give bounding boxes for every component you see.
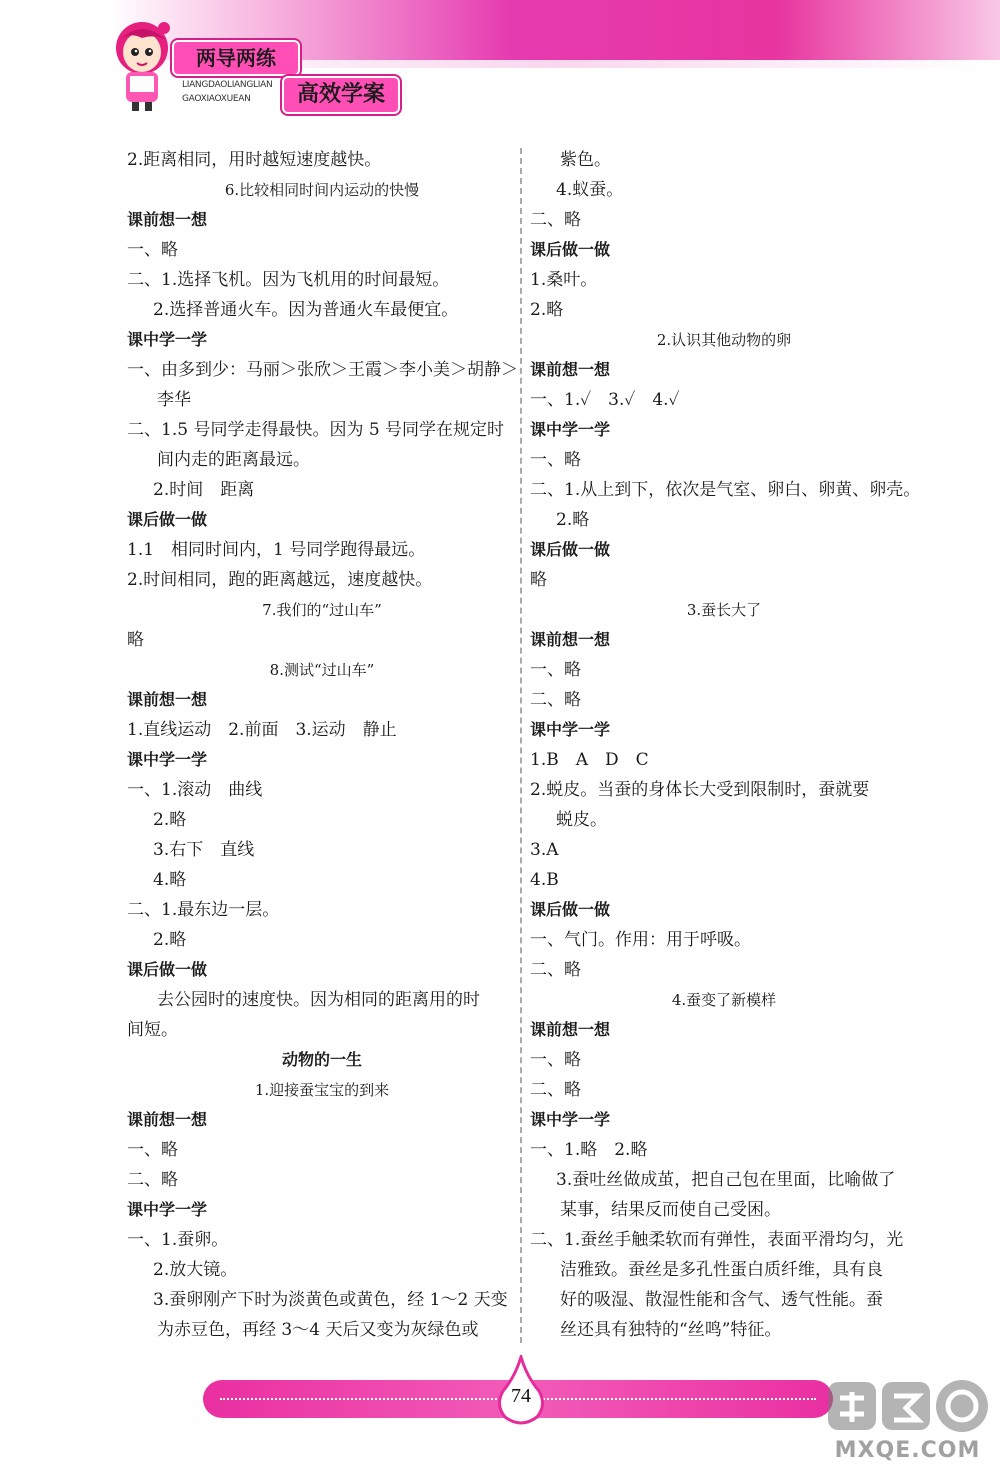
answer-line: 蜕皮。: [556, 810, 607, 830]
answer-line: 3.右下 直线: [153, 840, 255, 860]
lesson-title: 2.认识其他动物的卵: [656, 331, 792, 349]
answer-line: 二、略: [530, 1080, 581, 1100]
answer-line: 间短。: [127, 1020, 178, 1040]
answer-line: 3.蚕吐丝做成茧，把自己包在里面，比喻做了: [556, 1170, 896, 1190]
answer-line: 4.蚁蚕。: [556, 180, 624, 200]
section-heading: 课前想一想: [127, 1110, 208, 1129]
section-heading: 课前想一想: [530, 360, 611, 379]
answer-line: 二、1.最东边一层。: [127, 900, 280, 920]
watermark-url: MXQE.COM: [834, 1438, 981, 1463]
left-column: [127, 145, 517, 1345]
answer-line: 一、略: [530, 1050, 581, 1070]
answer-line: 2.略: [153, 810, 187, 830]
lesson-title: 7.我们的“过山车”: [262, 601, 382, 619]
section-heading: 课前想一想: [530, 630, 611, 649]
answer-line: 紫色。: [560, 150, 611, 170]
answer-line: 2.时间相同，跑的距离越远，速度越快。: [127, 570, 433, 590]
answer-line: 李华: [157, 390, 191, 410]
lesson-title: 1.迎接蚕宝宝的到来: [254, 1081, 390, 1099]
answer-line: 1.桑叶。: [530, 270, 598, 290]
answer-line: 3.A: [530, 840, 559, 860]
section-heading: 课后做一做: [530, 900, 611, 919]
answer-line: 略: [530, 570, 547, 590]
section-heading: 课中学一学: [127, 1200, 208, 1219]
answer-line: 2.蜕皮。当蚕的身体长大受到限制时，蚕就要: [530, 780, 870, 800]
section-heading: 课后做一做: [530, 540, 611, 559]
subtitle-badge: 高效学案: [282, 76, 400, 114]
answer-line: 一、由多到少：马丽＞张欣＞王霞＞李小美＞胡静＞: [127, 360, 518, 380]
answer-line: 二、略: [127, 1170, 178, 1190]
section-heading: 课中学一学: [530, 720, 611, 739]
answer-line: 二、1.蚕丝手触柔软而有弹性，表面平滑均匀，光: [530, 1230, 904, 1250]
answer-line: 二、略: [530, 690, 581, 710]
lesson-title: 3.蚕长大了: [686, 601, 762, 619]
section-heading: 课后做一做: [530, 240, 611, 259]
answer-line: 2.略: [556, 510, 590, 530]
answer-line: 一、1.略 2.略: [530, 1140, 648, 1160]
answer-line: 略: [127, 630, 144, 650]
section-heading: 课中学一学: [127, 750, 208, 769]
answer-line: 2.放大镜。: [153, 1260, 238, 1280]
lesson-title: 8.测试“过山车”: [269, 661, 375, 679]
answer-line: 1.直线运动 2.前面 3.运动 静止: [127, 720, 397, 740]
section-heading: 课前想一想: [530, 1020, 611, 1039]
answer-line: 一、略: [530, 450, 581, 470]
answer-line: 4.略: [153, 870, 187, 890]
answer-line: 好的吸湿、散湿性能和含气、透气性能。蚕: [560, 1290, 883, 1310]
answer-line: 一、1.✓ 3.✓ 4.✓: [530, 390, 680, 410]
series-pinyin-line2: GAOXIAOXUEAN: [182, 94, 251, 104]
answer-line: 2.时间 距离: [153, 480, 255, 500]
answer-line: 一、气门。作用：用于呼吸。: [530, 930, 751, 950]
section-heading: 课中学一学: [530, 1110, 611, 1129]
answer-line: 去公园时的速度快。因为相同的距离用的时: [157, 990, 480, 1010]
section-heading: 课前想一想: [127, 690, 208, 709]
answer-line: 一、1.蚕卵。: [127, 1230, 229, 1250]
answer-line: 一、1.滚动 曲线: [127, 780, 263, 800]
answer-line: 为赤豆色，再经 3～4 天后又变为灰绿色或: [157, 1320, 479, 1340]
answer-line: 一、略: [127, 240, 178, 260]
answer-line: 二、1.5 号同学走得最快。因为 5 号同学在规定时: [127, 420, 505, 440]
right-column: [530, 145, 921, 1345]
answer-line: 2.略: [153, 930, 187, 950]
series-pinyin-line1: LIANGDAOLIANGLIAN: [182, 80, 273, 90]
answer-line: 二、1.从上到下，依次是气室、卵白、卵黄、卵壳。: [530, 480, 921, 500]
answer-line: 二、略: [530, 210, 581, 230]
answer-line: 4.B: [530, 870, 559, 890]
answer-line: 2.距离相同，用时越短速度越快。: [127, 150, 382, 170]
answer-line: 2.略: [530, 300, 564, 320]
answer-line: 二、略: [530, 960, 581, 980]
page-number: 74: [511, 1385, 531, 1407]
answer-line: 一、略: [127, 1140, 178, 1160]
answer-line: 1.B A D C: [530, 750, 649, 770]
answer-line: 丝还具有独特的“丝鸣”特征。: [560, 1320, 782, 1340]
lesson-title: 4.蚕变了新模样: [671, 991, 777, 1009]
answer-line: 某事，结果反而使自己受困。: [560, 1200, 781, 1220]
section-heading: 课中学一学: [127, 330, 208, 349]
series-title-badge: 两导两练: [172, 40, 300, 76]
answer-line: 一、略: [530, 660, 581, 680]
answer-line: 二、1.选择飞机。因为飞机用的时间最短。: [127, 270, 450, 290]
column-divider: [520, 148, 522, 1343]
unit-title: 动物的一生: [281, 1050, 362, 1069]
section-heading: 课前想一想: [127, 210, 208, 229]
section-heading: 课中学一学: [530, 420, 611, 439]
answer-line: 间内走的距离最远。: [157, 450, 310, 470]
answer-line: 1.1 相同时间内，1 号同学跑得最远。: [127, 540, 426, 560]
answer-line: 2.选择普通火车。因为普通火车最便宜。: [153, 300, 459, 320]
mascot-girl-icon: [108, 14, 178, 112]
answer-line: 洁雅致。蚕丝是多孔性蛋白质纤维，具有良: [560, 1260, 883, 1280]
section-heading: 课后做一做: [127, 510, 208, 529]
section-heading: 课后做一做: [127, 960, 208, 979]
answer-line: 3.蚕卵刚产下时为淡黄色或黄色，经 1～2 天变: [153, 1290, 508, 1310]
lesson-title: 6.比较相同时间内运动的快慢: [224, 181, 420, 199]
